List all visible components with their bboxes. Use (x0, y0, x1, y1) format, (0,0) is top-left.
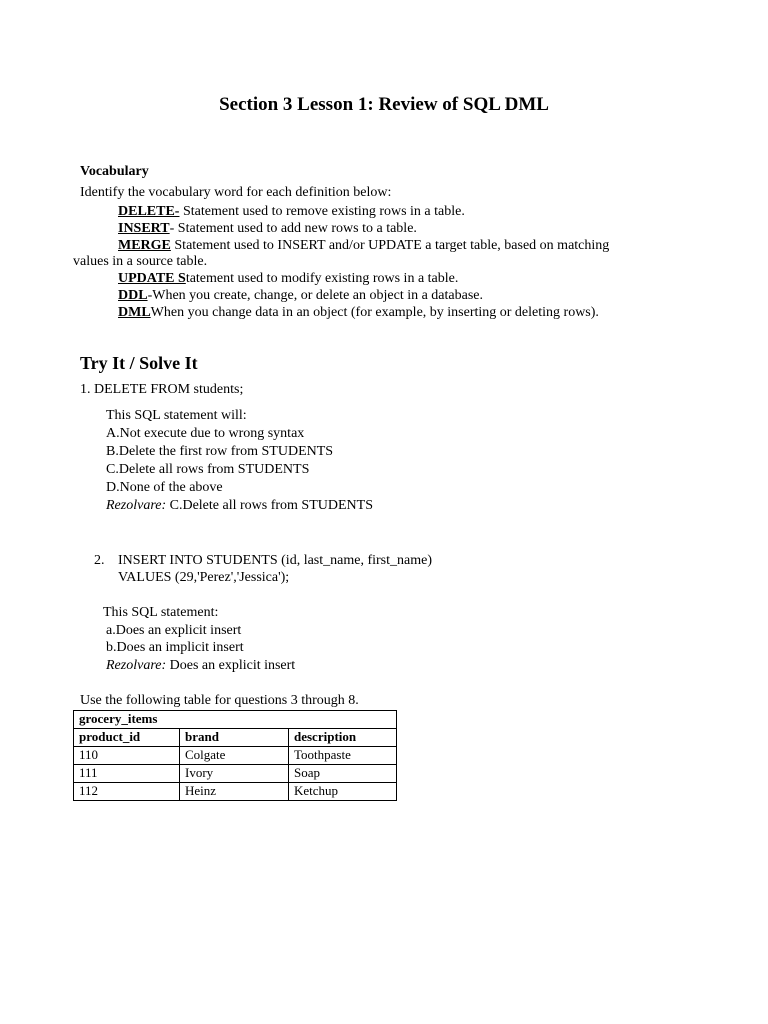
vocab-item-dml (118, 304, 599, 321)
question-1-option-b: B.Delete the first row from STUDENTS (106, 444, 334, 459)
vocab-term: DML (118, 305, 151, 320)
vocabulary-heading: Vocabulary (80, 164, 149, 179)
question-2-number: 2. (94, 553, 105, 568)
vocab-item-merge (118, 237, 609, 254)
vocab-definition: tatement used to modify existing rows in a table. (185, 271, 459, 286)
table-row (74, 747, 397, 765)
table-cell: Heinz (180, 783, 289, 801)
table-cell: Colgate (180, 747, 289, 765)
vocab-term: DELETE- (118, 204, 180, 219)
table-header-row (74, 729, 397, 747)
vocab-item-update (118, 270, 458, 287)
question-2-statement-line2: VALUES (29,'Perez','Jessica'); (118, 570, 290, 585)
table-cell: 111 (74, 765, 180, 783)
vocab-term: DDL (118, 288, 148, 303)
question-1-statement: 1. DELETE FROM students; (80, 382, 244, 397)
vocab-definition: When you change data in an object (for example, by inserting or deleting rows). (150, 305, 599, 320)
question-2-statement-line1: INSERT INTO STUDENTS (id, last_name, first_name) (118, 553, 432, 568)
question-1-option-d: D.None of the above (106, 480, 223, 495)
column-header: product_id (74, 729, 180, 747)
vocab-item-delete (118, 203, 465, 220)
question-2-option-a: a.Does an explicit insert (106, 623, 242, 638)
table-name: grocery_items (74, 711, 397, 729)
column-header: brand (180, 729, 289, 747)
table-intro: Use the following table for questions 3 through 8. (80, 693, 359, 708)
table-cell: Ketchup (289, 783, 397, 801)
vocab-merge-continuation: values in a source table. (73, 254, 208, 269)
vocab-term: MERGE (118, 238, 171, 253)
vocab-item-insert (118, 220, 417, 237)
question-1-prompt: This SQL statement will: (106, 408, 247, 423)
vocab-term: UPDATE S (118, 271, 186, 286)
vocab-definition: -When you create, change, or delete an object in a database. (147, 288, 484, 303)
question-2-option-b: b.Does an implicit insert (106, 640, 244, 655)
table-row (74, 783, 397, 801)
table-cell: Soap (289, 765, 397, 783)
table-name-row (74, 711, 397, 729)
grocery-items-table (73, 710, 397, 801)
vocab-definition: Statement used to INSERT and/or UPDATE a target table, based on matching (170, 238, 610, 253)
try-it-heading: Try It / Solve It (80, 353, 198, 373)
question-1-answer (106, 497, 373, 514)
vocab-definition: Statement used to remove existing rows in a table. (179, 204, 465, 219)
table-cell: Toothpaste (289, 747, 397, 765)
table-cell: Ivory (180, 765, 289, 783)
table-row (74, 765, 397, 783)
question-1-option-a: A.Not execute due to wrong syntax (106, 426, 305, 441)
vocabulary-intro: Identify the vocabulary word for each definition below: (80, 185, 392, 200)
table-cell: 112 (74, 783, 180, 801)
question-2-answer (106, 657, 295, 674)
question-2-prompt: This SQL statement: (103, 605, 219, 620)
vocab-term: INSERT (118, 221, 170, 236)
vocab-definition: - Statement used to add new rows to a table. (169, 221, 417, 236)
page-title: Section 3 Lesson 1: Review of SQL DML (219, 94, 549, 115)
answer-label: Rezolvare: (106, 498, 167, 513)
vocab-item-ddl (118, 287, 483, 304)
answer-text: Does an explicit insert (166, 658, 296, 673)
answer-label: Rezolvare: (106, 658, 167, 673)
table-cell: 110 (74, 747, 180, 765)
column-header: description (289, 729, 397, 747)
question-1-option-c: C.Delete all rows from STUDENTS (106, 462, 310, 477)
answer-text: C.Delete all rows from STUDENTS (166, 498, 373, 513)
